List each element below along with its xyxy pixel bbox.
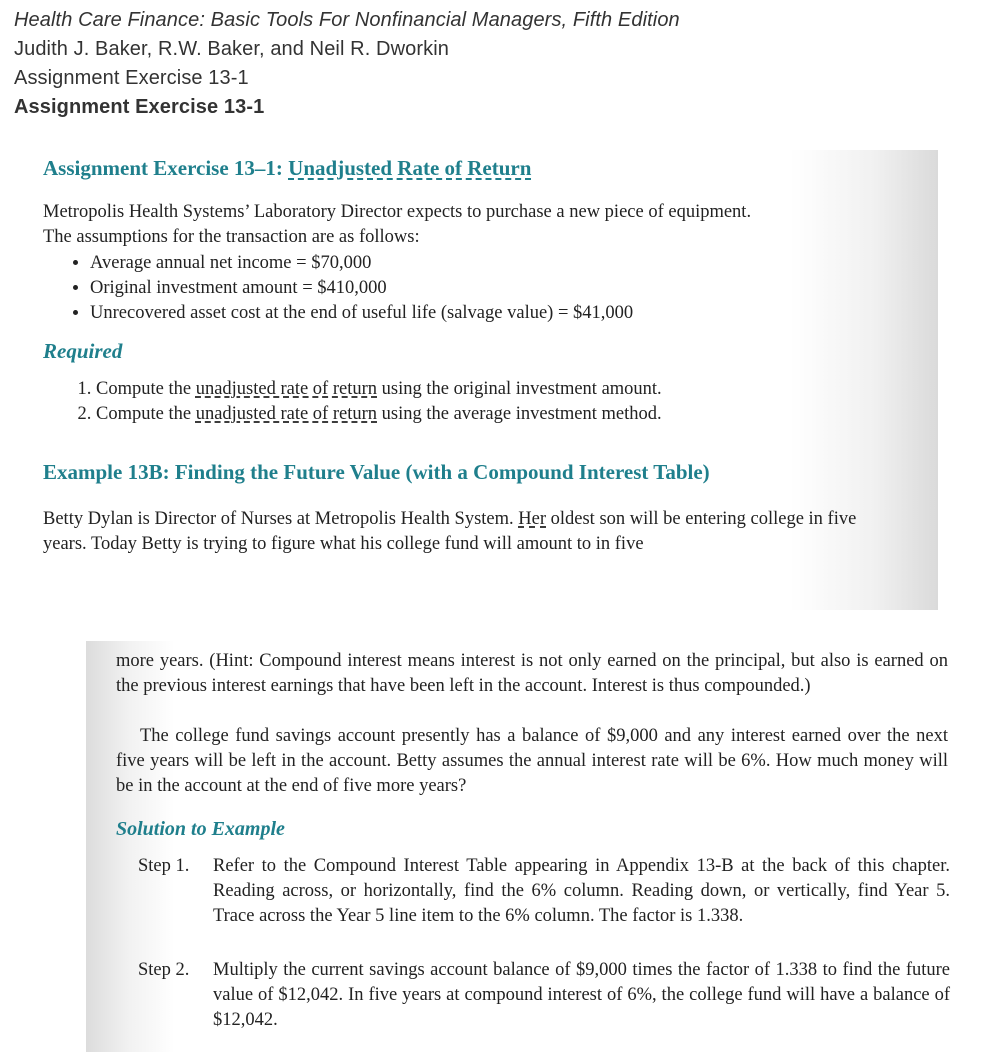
glossary-link-her[interactable]: Her (518, 509, 546, 529)
assignment-heading: Assignment Exercise 13-1 (14, 96, 265, 118)
glossary-link-unadjusted-rate[interactable]: Unadjusted Rate of Return (288, 156, 532, 180)
book-title: Health Care Finance: Basic Tools For Nonfinancial Managers, Fifth Edition (14, 9, 680, 31)
step-label: Step 2. (138, 960, 190, 980)
glossary-link-unadjusted-rate[interactable]: unadjusted rate of return (195, 404, 378, 424)
example-paragraph-1: Betty Dylan is Director of Nurses at Metropolis Health System. Her oldest son will be entering college in five years. Today Betty is trying to figure what his college fund will amount to in five (43, 509, 857, 554)
textbook-page-excerpt-2 (86, 641, 972, 1052)
required-heading: Required (43, 339, 123, 363)
authors: Judith J. Baker, R.W. Baker, and Neil R. Dworkin (14, 38, 449, 60)
glossary-link-unadjusted-rate[interactable]: unadjusted rate of return (195, 379, 378, 399)
step-text: Refer to the Compound Interest Table appearing in Appendix 13-B at the back of this chapter. Reading across, or horizontally, find the 6% column. Reading down, or vertically, find Year 5. Trace across the Year 5 line item to the 6% column. The factor is 1.338. (213, 856, 950, 926)
required-item: 1. Compute the unadjusted rate of return using the original investment amount. (96, 377, 662, 402)
assumptions-list (42, 251, 633, 326)
document-header (14, 6, 680, 122)
step-label: Step 1. (138, 856, 190, 876)
example-paragraph-3: The college fund savings account presently has a balance of $9,000 and any interest earned over the next five years will be left in the account. Betty assumes the annual interest rate will be 6%. How much money will be in the account at the end of five more years? (116, 726, 948, 796)
step-text: Multiply the current savings account balance of $9,000 times the factor of 1.338 to find the future value of $12,042. In five years at compound interest of 6%, the college fund will have a balance of $12,042. (213, 960, 950, 1030)
solution-step (138, 854, 950, 929)
solution-step (138, 958, 950, 1033)
example-title: Example 13B: Finding the Future Value (with a Compound Interest Table) (43, 460, 710, 484)
exercise-intro-line-2: The assumptions for the transaction are as follows: (43, 227, 420, 247)
assumption-item: • Original investment amount = $410,000 (90, 276, 633, 301)
assignment-label: Assignment Exercise 13-1 (14, 67, 249, 89)
exercise-intro-line-1: Metropolis Health Systems’ Laboratory Director expects to purchase a new piece of equipment. (43, 202, 752, 222)
textbook-page-excerpt-1 (14, 150, 938, 610)
example-paragraph-2: more years. (Hint: Compound interest means interest is not only earned on the principal, but also is earned on the previous interest earnings that have been left in the account. Interest is thus compounded.) (116, 651, 948, 696)
assumption-item: • Unrecovered asset cost at the end of useful life (salvage value) = $41,000 (90, 301, 633, 326)
solution-heading: Solution to Example (116, 818, 285, 840)
required-list (42, 377, 662, 427)
exercise-title: Assignment Exercise 13–1: Unadjusted Rate of Return (43, 156, 532, 180)
required-item: 2. Compute the unadjusted rate of return using the average investment method. (96, 402, 662, 427)
assumption-item: • Average annual net income = $70,000 (90, 251, 633, 276)
